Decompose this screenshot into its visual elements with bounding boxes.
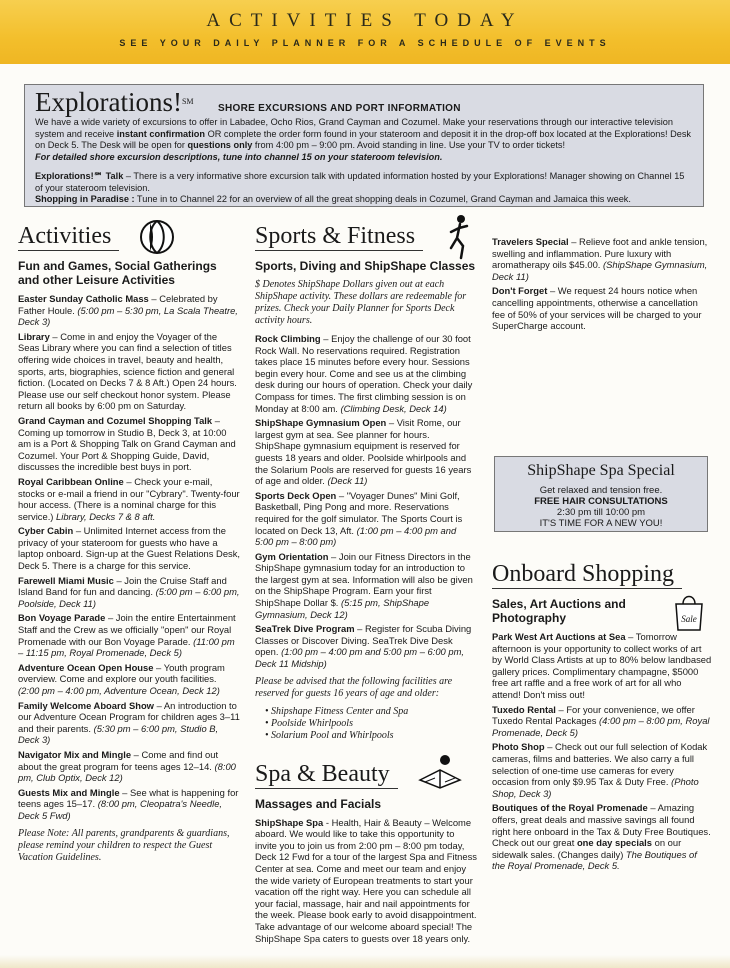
facility-bullet: • Shipshape Fitness Center and Spa <box>265 705 409 717</box>
sports-heading: Sports & Fitness <box>255 222 423 251</box>
spa-special-line2: FREE HAIR CONSULTATIONS <box>534 496 668 507</box>
spa-special-line3: 2:30 pm till 10:00 pm <box>556 507 646 518</box>
activity-item: Bon Voyage Parade – Join the entire Entertainment Staff and the Crew as we officially "open" our Royal Promenade with our Bon Voyage Parade. (11:00 pm – 11:15 pm, Royal Promenade, Deck 5) <box>18 612 236 659</box>
explorations-shopping: Shopping in Paradise : Tune in to Channel 22 for an overview of all the great shopping deals in Cozumel, Grand Cayman and Jamaica this week. <box>35 194 631 204</box>
explorations-intro: We have a wide variety of excursions to offer in Labadee, Ocho Rios, Grand Cayman and Cozumel. Make your reservations through our interactive television system and receive instant confirmation OR complete the order form found in your stateroom and deposit it in the drop-off box located at the Explorations! Desk on Deck 5. The Desk will be open for questions only from 4:00 pm – 9:00 pm. Avoid standing in line. Use your TV to order tickets! <box>35 117 692 150</box>
sports-item: Sports Deck Open – "Voyager Dunes" Mini Golf, Basketball, Ping Pong and more. Reservations required for the golf simulator. The Sports Court is located on Deck 13, Aft. (1:00 pm – 4:00 pm and 5:00 pm – 8:00 pm) <box>255 489 463 548</box>
travelers-special-item: Travelers Special – Relieve foot and ankle tension, swelling and inflammation. Pure luxury with aromatherapy oils $45.00. (ShipShape Gymnasium, Deck 11) <box>492 236 708 282</box>
dont-forget-item: Don't Forget – We request 24 hours notice when cancelling appointments, otherwise a cancellation fee of 50% of your services will be charged to your SuperCharge account. <box>492 285 702 332</box>
shopping-item: Photo Shop – Check out our full selection of Kodak cameras, films and batteries. We also carry a full selection of one-time use cameras for every occasion from only $9.95 Tax & Duty Free. (Photo Shop, Deck 3) <box>492 741 708 799</box>
spa-special-title: ShipShape Spa Special <box>527 462 675 479</box>
activity-item: Easter Sunday Catholic Mass – Celebrated by Father Houle. (5:00 pm – 5:30 pm, La Scala Theatre, Deck 3) <box>18 293 238 328</box>
activity-item: Cyber Cabin – Unlimited Internet access from the privacy of your stateroom for guests who have a laptop onboard. Sign-up at the Guest Relations Desk, Deck 5. There is a charge for this service. <box>18 525 241 572</box>
shopping-item: Boutiques of the Royal Promenade – Amazing offers, great deals and massive savings all found right here onboard in the Tax & Duty Free Boutiques. Check out our great one day specials on our sidewalk sales. (Changes daily) The Boutiques of the Royal Promenade, Deck 5. <box>492 802 711 872</box>
activity-item: Grand Cayman and Cozumel Shopping Talk – Coming up tomorrow in Studio B, Deck 3, at 10:00 am is a Port & Shopping Talk on Grand Cayman and Cozumel. Your Port & Shopping Guide, David, discusses the incredible best buys in port. <box>18 414 236 473</box>
activity-item: Adventure Ocean Open House – Youth program overview. Come and explore our youth facilities. (2:00 pm – 4:00 pm, Adventure Ocean, Deck 12) <box>18 661 225 696</box>
activities-heading: Activities <box>18 222 119 251</box>
shipshape-dollars-note: $ Denotes ShipShape Dollars given out at each ShipShape activity. These dollars are redeemable for prizes. Check your Daily Planner for Sports Deck activity hours. <box>255 279 467 326</box>
explorations-title: Explorations!℠ <box>35 87 194 117</box>
sports-item: Rock Climbing – Enjoy the challenge of our 30 foot Rock Wall. No reservations required. Registration takes place 15 minutes before every hour. Sessions begin every hour. Come and see us at the climbing desk during our hours of operation. Check your daily Compass for times. The first climbing session is on Monday at 8:00 am. (Climbing Desk, Deck 14) <box>255 333 473 414</box>
explorations-subtitle: SHORE EXCURSIONS AND PORT INFORMATION <box>218 103 461 114</box>
advised-note: Please be advised that the following facilities are reserved for guests 16 years of age and older: <box>255 675 453 699</box>
beach-ball-icon <box>138 218 176 256</box>
activity-item: Royal Caribbean Online – Check your e-mail, stocks or e-mail a friend in our "Cybrary". Twenty-four hour access. (There is a nominal charge for this service.) Library, Decks 7 & 8 aft. <box>18 475 240 522</box>
page-subtitle: SEE YOUR DAILY PLANNER FOR A SCHEDULE OF EVENTS <box>119 38 611 48</box>
parents-note: Please Note: All parents, grandparents & guardians, please remind your children to respect the Guest Vacation Guidelines. <box>18 827 230 863</box>
shopping-heading: Onboard Shopping <box>492 560 682 589</box>
activity-item: Navigator Mix and Mingle – Come and find out about the great program for teens ages 12–14. (8:00 pm, Club Optix, Deck 12) <box>18 748 236 784</box>
shopping-subheading: Sales, Art Auctions and Photography <box>492 597 626 625</box>
explorations-heading <box>35 87 693 117</box>
explorations-box <box>24 84 704 207</box>
shopping-bag-icon <box>672 592 706 632</box>
spa-column <box>492 236 712 335</box>
spa-special-box <box>494 456 708 532</box>
sports-item: Gym Orientation – Join our Fitness Directors in the ShipShape gymnasium today for an introduction to the largest gym at sea. Information will also be given on the ShipShape Program. Earn your first ShipShape Dollar $. (5:15 pm, ShipShape Gymnasium, Deck 12) <box>255 550 473 620</box>
activity-item: Farewell Miami Music – Join the Cruise Staff and Island Band for fun and dancing. (5:00 pm – 6:00 pm, Poolside, Deck 11) <box>18 574 240 609</box>
book-lounge-icon <box>415 750 465 790</box>
sports-item: ShipShape Gymnasium Open – Visit Rome, our largest gym at sea. See planner for hours. ShipShape gymnasium equipment is reserved for guests 18 years and older. Poolside whirlpools and the Solarium Pools are reserved for guests 16 years of age and older. (Deck 11) <box>255 417 472 487</box>
facility-bullet: • Solarium Pool and Whirlpools <box>265 729 394 741</box>
footer-strip <box>0 955 730 968</box>
shopping-item: Tuxedo Rental – For your convenience, we offer Tuxedo Rental Packages (4:00 pm – 8:00 pm, Royal Promenade, Deck 5) <box>492 703 710 738</box>
spa-special-line4: IT'S TIME FOR A NEW YOU! <box>539 518 663 529</box>
activities-subheading: Fun and Games, Social Gatherings and other Leisure Activities <box>18 259 217 287</box>
shipshape-spa-item: ShipShape Spa - Health, Hair & Beauty – Welcome aboard. We would like to take this opportunity to invite you to join us from 2:00 pm – 8:00 pm today, Deck 12 Fwd for a tour of the largest Spa and Fitness Center at sea. Come and meet our team and enjoy the wide variety of European treatments to start your vacation off the right way. Here you can schedule all your facial, massage, hair and nail appointments for the week. Please book early to avoid disappointment. Take advantage of our welcome aboard special! The ShipShape Spa caters to guests over 18 years only. <box>255 816 477 944</box>
page-title: ACTIVITIES TODAY <box>206 10 524 31</box>
activities-column <box>18 222 240 870</box>
spa-special-line1: Get relaxed and tension free. <box>539 485 663 496</box>
header-banner <box>0 0 730 64</box>
explorations-talk: Explorations!℠ Talk – There is a very informative shore excursion talk with updated information hosted by your Explorations! Manager showing on Channel 15 of your stateroom television. <box>35 171 685 193</box>
sports-item: SeaTrek Dive Program – Register for Scuba Diving Classes or Discover Diving. SeaTrek Dive Desk open. (1:00 pm – 4:00 pm and 5:00 pm – 6:00 pm, Deck 11 Midship) <box>255 623 472 670</box>
activity-item: Library – Come in and enjoy the Voyager of the Seas Library where you can find a selection of titles offering wide choices in travel, beauty and health, sports, arts, biographies, science fiction and general fiction. (Located on Decks 7 & 8 Aft.) Open 24 hours. Please use our self checkout honor system. Please return all books by 6:00 pm on Saturday. <box>18 330 237 412</box>
beauty-subheading: Massages and Facials <box>255 796 382 811</box>
runner-icon <box>445 214 473 262</box>
shopping-column <box>492 560 712 875</box>
facility-bullet: • Poolside Whirlpools <box>265 717 353 729</box>
activity-item: Guests Mix and Mingle – See what is happening for teens ages 15–17. (8:00 pm, Cleopatra's Needle, Deck 5 Fwd) <box>18 786 239 821</box>
explorations-detailed: For detailed shore excursion descriptions, tune into channel 15 on your stateroom television. <box>35 151 443 162</box>
activity-item: Family Welcome Aboard Show – An introduction to our Adventure Ocean Program for children ages 3–11 and their parents. (5:30 pm – 6:00 pm, Studio B, Deck 3) <box>18 699 240 746</box>
beauty-heading: Spa & Beauty <box>255 760 398 789</box>
sports-subheading: Sports, Diving and ShipShape Classes <box>255 259 476 273</box>
bag-label: Sale <box>681 614 697 624</box>
sports-column <box>255 222 477 947</box>
shopping-item: Park West Art Auctions at Sea – Tomorrow afternoon is your opportunity to collect works of art by World Class Artists at up to 80% below landbased gallery prices. Complimentary champagne, $5000 free art raffle and a free work of art for all who attend! Don't miss out! <box>492 631 712 700</box>
